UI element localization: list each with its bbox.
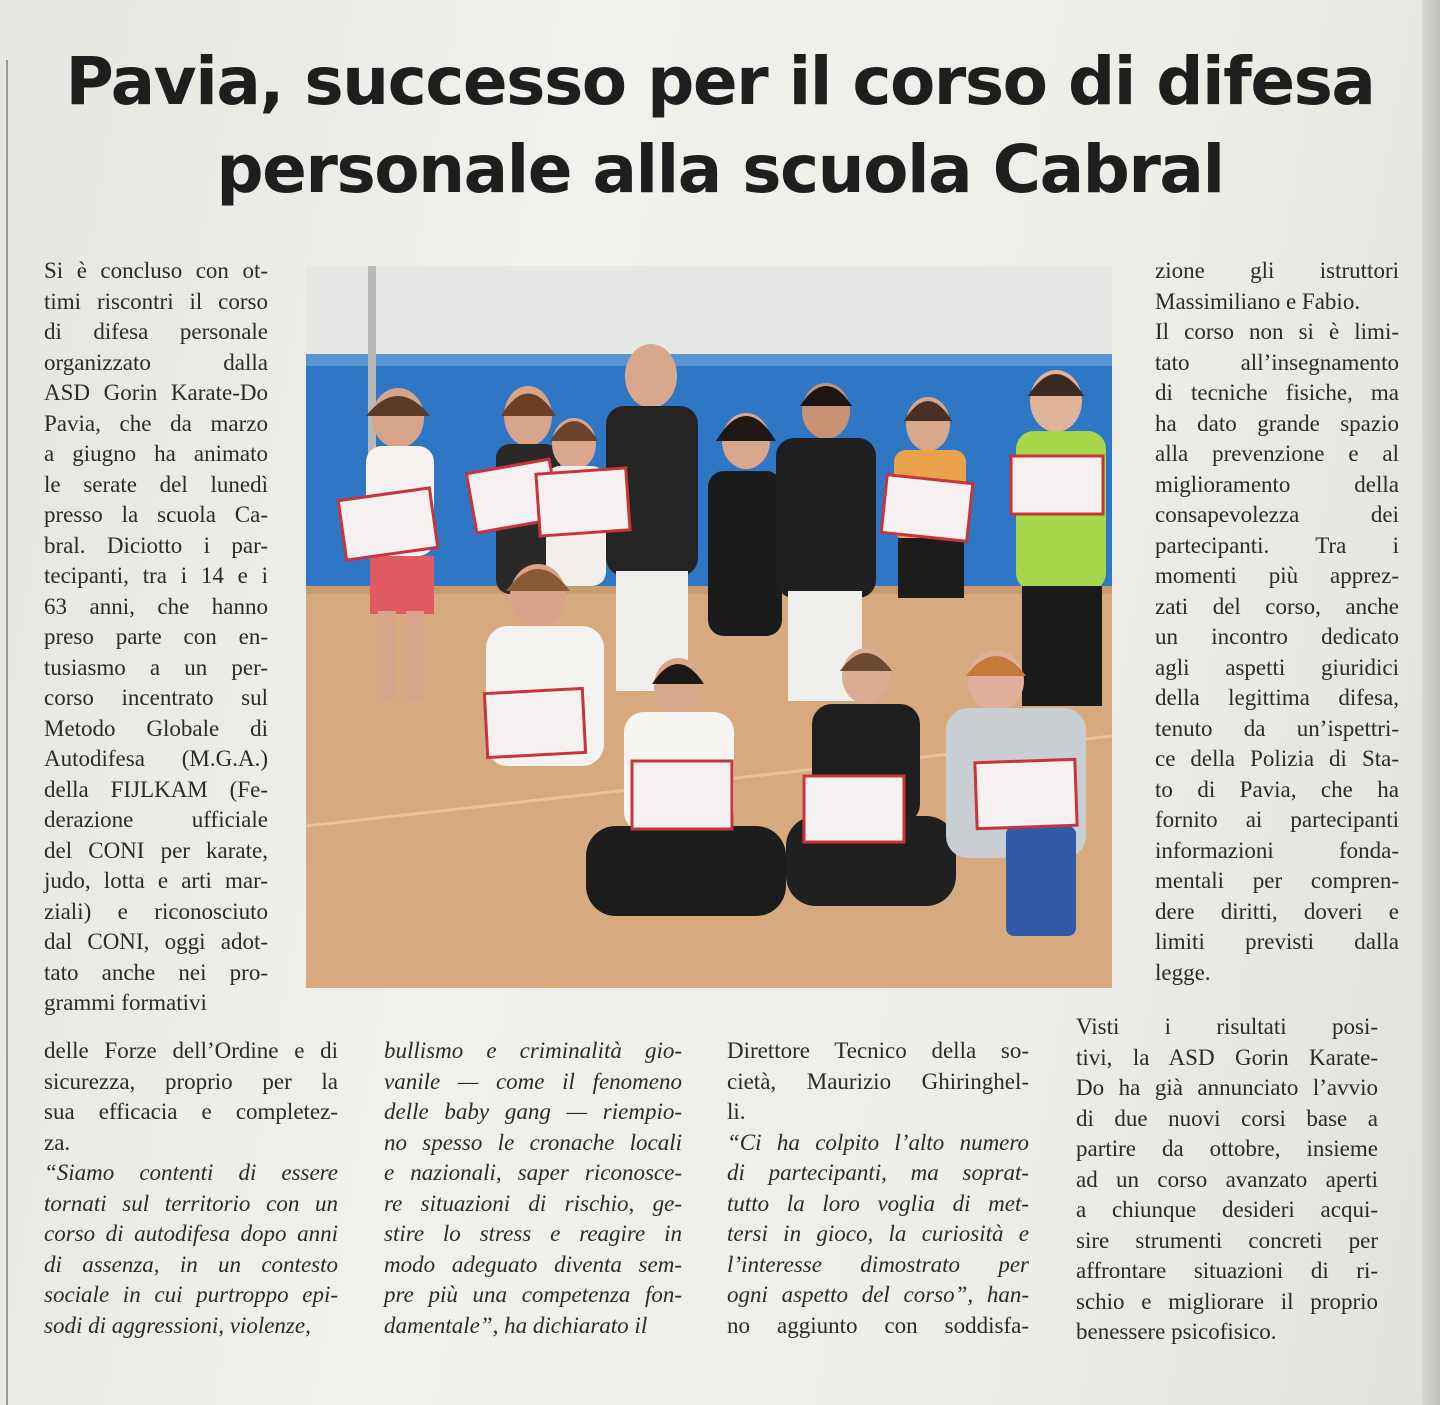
article-line: Autodifesa (M.G.A.) [44,746,268,771]
article-line: tornati sul territorio con un [44,1190,338,1216]
article-line: no spesso le cronache locali [384,1129,682,1155]
article-line: ziali) e riconosciuto [44,898,268,924]
article-line: tersi in gioco, la curiosità e [727,1221,1029,1246]
article-line: to di Pavia, che ha [1155,776,1399,802]
article-line: miglioramento della [1155,471,1399,497]
article-line: ha dato grande spazio [1155,410,1399,436]
article-line: sodi di aggressioni, violenze, [44,1312,311,1338]
article-line: limiti previsti dalla [1155,929,1399,954]
article-line: della FIJLKAM (Fe- [44,776,268,802]
article-line: vanile — come il fenomeno [384,1068,682,1094]
article-line: grammi formativi [44,990,207,1015]
article-line: tato all’insegnamento [1155,349,1399,375]
page-fold-shadow [1422,0,1440,1405]
article-line: ogni aspetto del corso”, han- [727,1282,1029,1307]
article-line: ad un corso avanzato aperti [1076,1166,1378,1192]
article-line: delle baby gang — riempio- [384,1099,682,1124]
article-line: organizzato dalla [44,349,268,375]
article-line: corso di autodifesa dopo anni [44,1221,338,1246]
article-line: stire lo stress e reagire in [384,1221,682,1246]
article-column-middle-1 [384,1036,682,1341]
article-line: dere diritti, doveri e [1155,898,1399,924]
article-line: agli aspetti giuridici [1155,654,1399,680]
headline-line-2: personale alla scuola Cabral [216,131,1224,208]
article-line: tivi, la ASD Gorin Karate- [1076,1044,1378,1070]
article-line: damentale”, ha dichiarato il [384,1312,648,1338]
wall-upper [306,266,1112,366]
article-line: e nazionali, saper riconosce- [384,1160,682,1185]
article-line: judo, lotta e arti mar- [44,868,268,893]
article-line: di tecniche fisiche, ma [1155,380,1399,405]
article-line: a giugno ha animato [44,441,268,466]
article-line: delle Forze dell’Ordine e di [44,1038,338,1063]
article-line: “Siamo contenti di essere [44,1160,338,1185]
article-line: un incontro dedicato [1155,624,1399,649]
article-line: l’interesse dimostrato per [727,1251,1029,1277]
headline-line-1: Pavia, successo per il corso di difesa [65,43,1375,120]
article-line: momenti più apprez- [1155,563,1399,588]
article-line: della legittima difesa, [1155,685,1399,710]
article-line: di difesa personale [44,319,268,344]
article-line: re situazioni di rischio, ge- [384,1190,682,1216]
article-line: legge. [1155,959,1211,985]
article-line: ASD Gorin Karate-Do [44,380,268,405]
article-line: Do ha già annunciato l’avvio [1076,1075,1378,1100]
article-line: tecipanti, tra i 14 e i [44,563,268,588]
article-line: Direttore Tecnico della so- [727,1038,1029,1063]
article-line: Metodo Globale di [44,715,268,741]
article-line: tenuto da un’ispettri- [1155,715,1399,741]
article-line: Il corso non si è limi- [1155,319,1399,344]
article-line: pre più una competenza fon- [384,1282,682,1307]
article-line: bral. Diciotto i par- [44,532,268,558]
article-line: timi riscontri il corso [44,288,268,314]
article-line: tusiasmo a un per- [44,654,268,680]
article-line: consapevolezza dei [1155,502,1399,527]
article-column-left-bottom [44,1036,338,1341]
article-line: di assenza, in un contesto [44,1251,338,1277]
article-line: derazione ufficiale [44,807,268,832]
article-line: le serate del lunedì [44,471,268,497]
article-line: benessere psicofisico. [1076,1319,1277,1344]
article-line: sociale in cui purtroppo epi- [44,1282,338,1307]
article-column-left [44,256,268,1019]
article-line: sua efficacia e completez- [44,1099,338,1124]
article-line: ce della Polizia di Sta- [1155,746,1399,771]
article-line: schio e migliorare il proprio [1076,1288,1378,1314]
article-line: alla prevenzione e al [1155,441,1399,466]
article-line: sire strumenti concreti per [1076,1227,1378,1253]
article-line: corso incentrato sul [44,685,268,710]
article-line: a chiunque desideri acqui- [1076,1197,1378,1222]
article-line: Pavia, che da marzo [44,410,268,436]
article-line: zione gli istruttori [1155,258,1399,283]
article-line: Si è concluso con ot- [44,258,268,283]
article-column-right [1155,256,1399,988]
article-line: informazioni fonda- [1155,837,1399,863]
article-line: partecipanti. Tra i [1155,532,1399,558]
article-column-right-bottom [1076,1012,1378,1348]
article-line: mentali per compren- [1155,868,1399,893]
article-line: cietà, Maurizio Ghiringhel- [727,1068,1029,1094]
article-line: no aggiunto con soddisfa- [727,1312,1029,1338]
article-line: “Ci ha colpito l’alto numero [727,1129,1029,1155]
article-line: preso parte con en- [44,624,268,649]
article-line: di due nuovi corsi base a [1076,1105,1378,1131]
article-line: presso la scuola Ca- [44,502,268,527]
article-line: li. [727,1099,746,1124]
article-line: dal CONI, oggi adot- [44,929,268,954]
article-line: partire da ottobre, insieme [1076,1136,1378,1161]
article-line: bullismo e criminalità gio- [384,1038,682,1063]
article-line: modo adeguato diventa sem- [384,1251,682,1277]
article-line: zati del corso, anche [1155,593,1399,619]
group-photo [306,266,1112,988]
column-rule [6,60,8,1405]
article-column-middle-2 [727,1036,1029,1341]
article-line: affrontare situazioni di ri- [1076,1258,1378,1283]
article-line: 63 anni, che hanno [44,593,268,619]
article-line: Visti i risultati posi- [1076,1014,1378,1039]
article-line: di partecipanti, ma soprat- [727,1160,1029,1185]
article-line: Massimiliano e Fabio. [1155,288,1361,314]
article-line: za. [44,1129,71,1155]
group-photo-illustration [306,266,1112,988]
article-line: del CONI per karate, [44,837,268,863]
article-line: sicurezza, proprio per la [44,1068,338,1094]
article-line: fornito ai partecipanti [1155,807,1399,832]
article-line: tutto la loro voglia di met- [727,1190,1029,1216]
article-line: tato anche nei pro- [44,959,268,985]
